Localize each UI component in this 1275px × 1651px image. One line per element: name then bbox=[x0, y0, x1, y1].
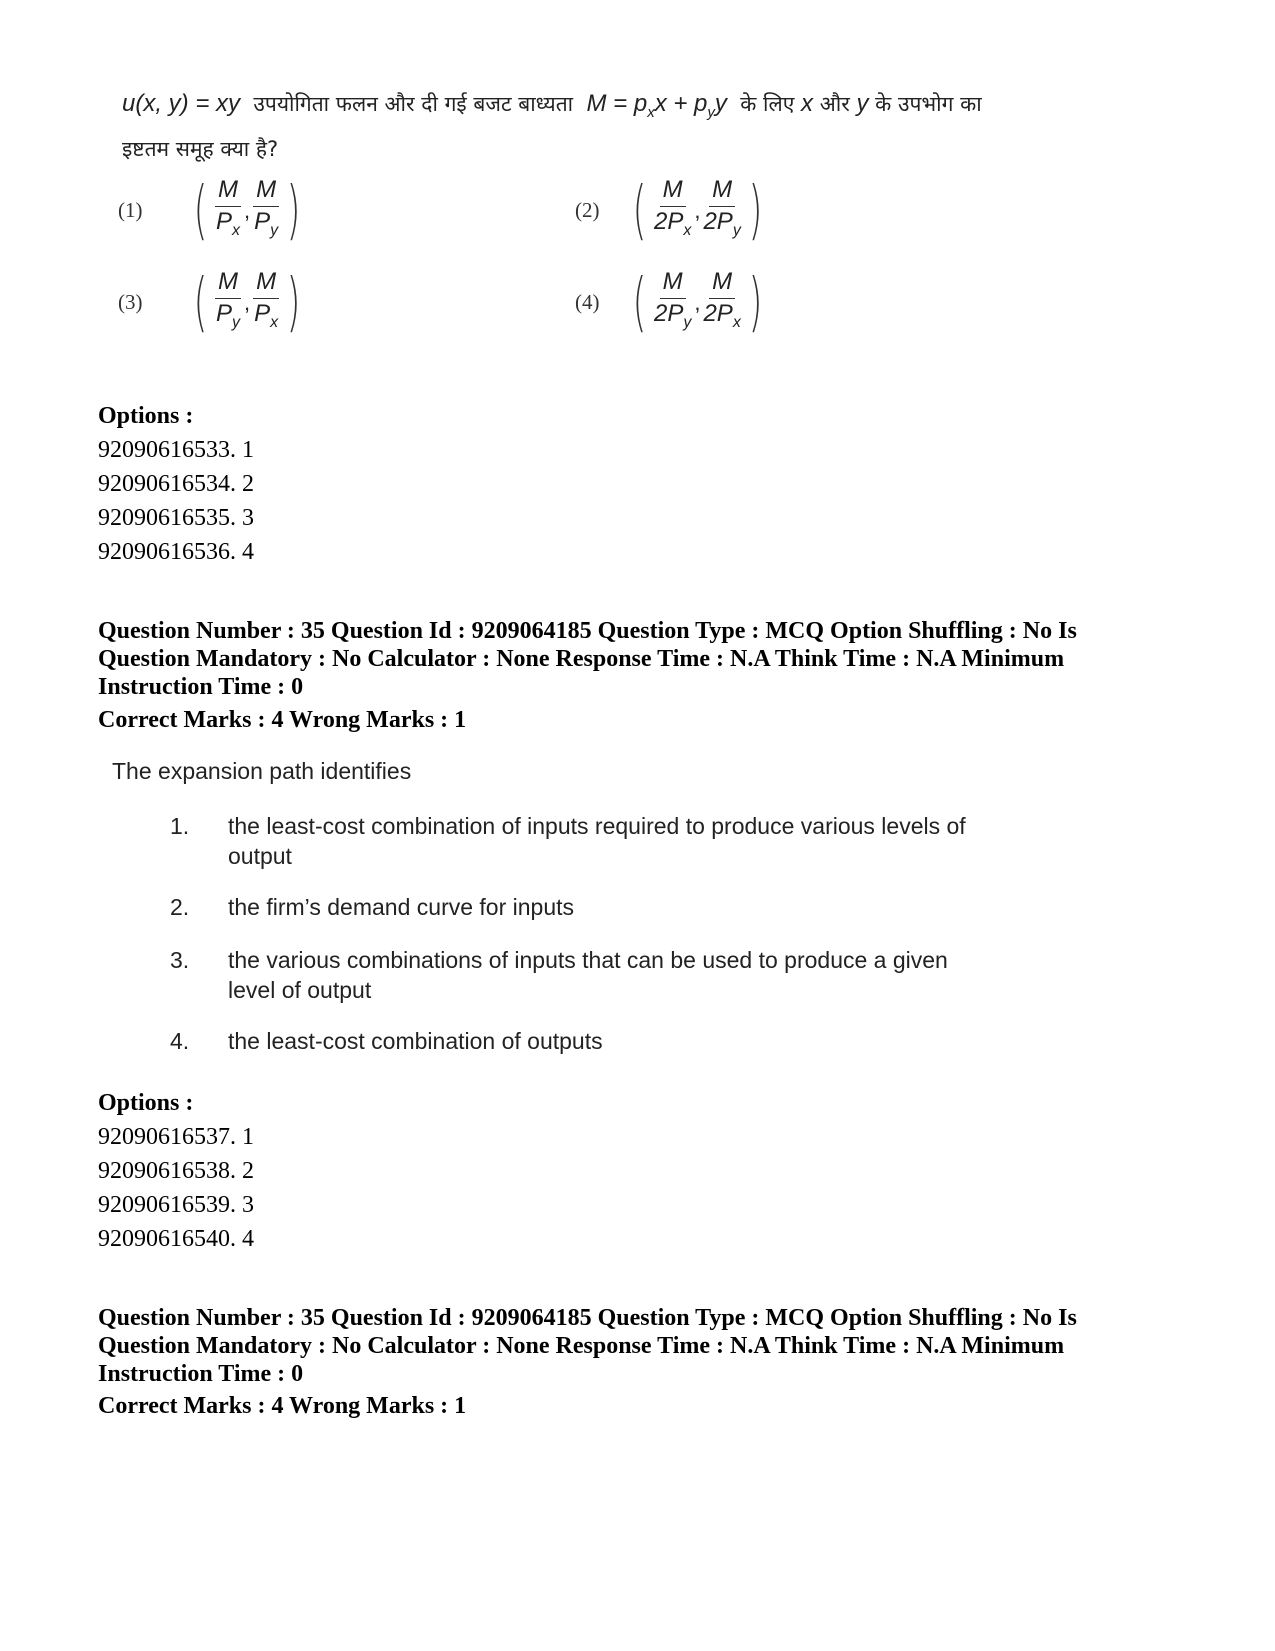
right-paren: ) bbox=[748, 265, 763, 340]
marks-line: Correct Marks : 4 Wrong Marks : 1 bbox=[98, 707, 467, 733]
option-item: 92090616537. 1 bbox=[98, 1124, 254, 1150]
fraction bbox=[654, 268, 691, 338]
meta-line: Instruction Time : 0 bbox=[98, 674, 304, 700]
denominator bbox=[254, 299, 278, 338]
item-number: 4. bbox=[170, 1028, 190, 1054]
right-paren: ) bbox=[748, 173, 763, 248]
den-base: P bbox=[254, 300, 271, 327]
denominator bbox=[654, 299, 691, 338]
numerator: M bbox=[253, 176, 279, 207]
option-item: 92090616539. 3 bbox=[98, 1192, 254, 1218]
option-item: 92090616533. 1 bbox=[98, 437, 254, 463]
right-paren: ) bbox=[286, 173, 301, 248]
meta-line: Question Number : 35 Question Id : 9209064185 Question Type : MCQ Option Shuffling : No Is bbox=[98, 1305, 1077, 1331]
meta-line: Question Number : 35 Question Id : 9209064185 Question Type : MCQ Option Shuffling : No Is bbox=[98, 618, 1077, 644]
fraction bbox=[654, 176, 691, 246]
hindi-text-1: उपयोगिता फलन और दी गई बजट बाध्यता bbox=[253, 92, 574, 116]
choice-label: (1) bbox=[118, 198, 143, 223]
choice-label: (4) bbox=[575, 290, 600, 315]
numerator: M bbox=[660, 176, 686, 207]
left-paren: ( bbox=[193, 173, 208, 248]
right-paren: ) bbox=[286, 265, 301, 340]
fraction bbox=[703, 268, 740, 338]
numerator: M bbox=[215, 268, 241, 299]
question-meta bbox=[98, 617, 1198, 701]
meta-line: Question Mandatory : No Calculator : None Response Time : N.A Think Time : N.A Minimum bbox=[98, 646, 1065, 672]
hindi-text-3: के उपभोग का bbox=[875, 92, 982, 116]
left-paren: ( bbox=[193, 265, 208, 340]
marks-line: Correct Marks : 4 Wrong Marks : 1 bbox=[98, 1393, 467, 1419]
left-paren: ( bbox=[632, 265, 647, 340]
meta-line: Instruction Time : 0 bbox=[98, 1361, 304, 1387]
den-sub: y bbox=[732, 221, 741, 239]
den-base: 2P bbox=[703, 208, 733, 235]
choice-3 bbox=[118, 265, 306, 340]
denominator bbox=[654, 207, 691, 246]
item-text: the least-cost combination of outputs bbox=[228, 1028, 603, 1054]
options-label: Options : bbox=[98, 403, 194, 429]
denominator bbox=[216, 207, 240, 246]
option-item: 92090616536. 4 bbox=[98, 539, 254, 565]
denominator bbox=[703, 207, 740, 246]
item-text: the various combinations of inputs that can be used to produce a given level of output bbox=[228, 947, 948, 1003]
question-item bbox=[170, 892, 988, 922]
denominator bbox=[254, 207, 278, 246]
choice-label: (3) bbox=[118, 290, 143, 315]
comma: , bbox=[694, 289, 701, 315]
var-y: y bbox=[856, 90, 869, 117]
choice-2 bbox=[575, 173, 768, 248]
numerator: M bbox=[709, 176, 735, 207]
denominator bbox=[703, 299, 740, 338]
den-sub: x bbox=[231, 221, 240, 239]
item-number: 2. bbox=[170, 894, 190, 920]
question-item bbox=[170, 1026, 988, 1056]
comma: , bbox=[243, 197, 251, 223]
hindi-question-line-1 bbox=[122, 86, 1082, 131]
item-number: 1. bbox=[170, 813, 190, 839]
fraction bbox=[215, 268, 241, 338]
utility-function: u(x, y) = xy bbox=[122, 90, 241, 117]
question-item bbox=[170, 811, 988, 871]
item-text: the firm’s demand curve for inputs bbox=[228, 894, 575, 920]
numerator: M bbox=[215, 176, 241, 207]
fraction bbox=[253, 268, 279, 338]
option-item: 92090616540. 4 bbox=[98, 1226, 254, 1252]
den-sub: x bbox=[270, 313, 279, 331]
item-number: 3. bbox=[170, 947, 190, 973]
hindi-question-text bbox=[122, 86, 1082, 167]
hindi-text-and: और bbox=[819, 92, 850, 116]
den-base: 2P bbox=[703, 300, 733, 327]
option-item: 92090616535. 3 bbox=[98, 505, 254, 531]
den-base: 2P bbox=[653, 300, 684, 327]
denominator bbox=[216, 299, 240, 338]
choice-label: (2) bbox=[575, 198, 600, 223]
fraction bbox=[215, 176, 241, 246]
den-base: P bbox=[215, 300, 232, 327]
hindi-question-line-2: इष्टतम समूह क्या है? bbox=[122, 136, 279, 161]
numerator: M bbox=[709, 268, 735, 299]
numerator: M bbox=[660, 268, 686, 299]
hindi-text-2: के लिए bbox=[740, 92, 795, 116]
question-item bbox=[170, 945, 988, 1005]
comma: , bbox=[243, 289, 251, 315]
den-sub: x bbox=[732, 313, 741, 331]
budget-lhs: M = p bbox=[586, 90, 648, 117]
den-sub: y bbox=[683, 313, 692, 331]
choice-4 bbox=[575, 265, 768, 340]
budget-constraint: $M = p_xx + p_yy$ bbox=[586, 90, 727, 121]
fraction bbox=[253, 176, 279, 246]
comma: , bbox=[694, 197, 701, 223]
left-paren: ( bbox=[632, 173, 647, 248]
option-item: 92090616538. 2 bbox=[98, 1158, 254, 1184]
den-sub: y bbox=[270, 221, 279, 239]
meta-line: Question Mandatory : No Calculator : None Response Time : N.A Think Time : N.A Minimum bbox=[98, 1333, 1065, 1359]
fraction bbox=[703, 176, 740, 246]
item-text: the least-cost combination of inputs required to produce various levels of output bbox=[228, 813, 966, 869]
var-x: x bbox=[801, 90, 814, 117]
choice-1 bbox=[118, 173, 306, 248]
option-item: 92090616534. 2 bbox=[98, 471, 254, 497]
den-sub: y bbox=[231, 313, 240, 331]
den-base: P bbox=[254, 208, 271, 235]
question-stem: The expansion path identifies bbox=[112, 758, 412, 784]
options-label: Options : bbox=[98, 1090, 194, 1116]
den-sub: x bbox=[683, 221, 692, 239]
den-base: 2P bbox=[653, 208, 684, 235]
den-base: P bbox=[215, 208, 232, 235]
question-meta bbox=[98, 1304, 1198, 1388]
numerator: M bbox=[253, 268, 279, 299]
